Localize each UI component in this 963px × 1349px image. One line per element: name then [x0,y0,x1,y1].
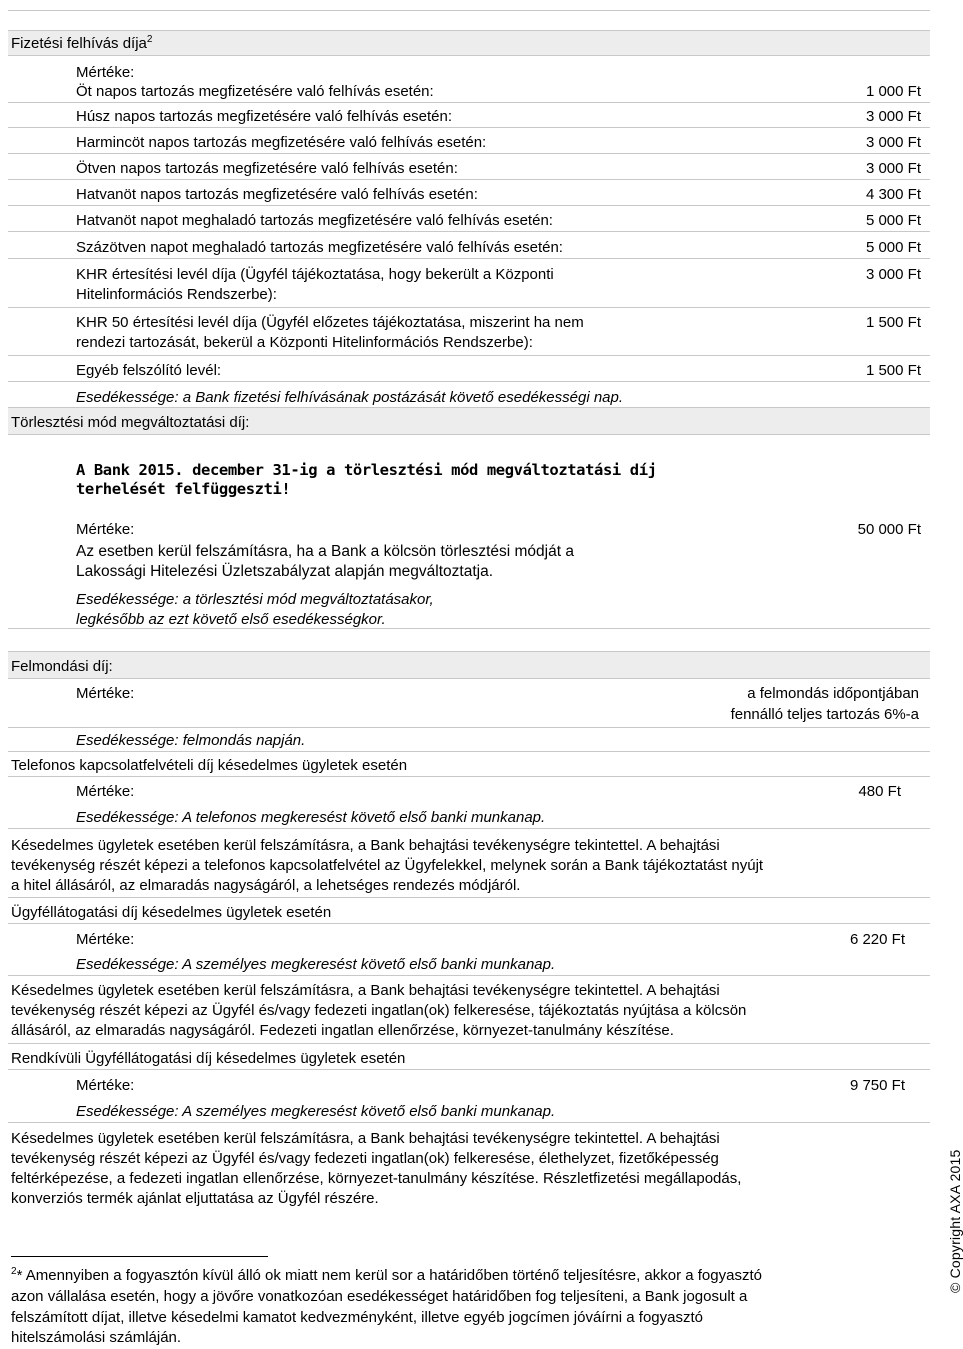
khr-notice-amount: 3 000 Ft [865,266,921,283]
footnote-text: Amennyiben a fogyasztón kívül álló ok miatt nem kerül sor a határidőben történő teljesítésre, akkor a fogyasztó [22,1267,762,1284]
divider [8,1069,930,1070]
due-date-text-cont: legkésőbb az ezt követő első esedékességkor. [76,611,386,628]
due-date-text: Esedékessége: felmondás napján. [76,732,306,749]
visit-fee-amount: 6 220 Ft [849,931,905,948]
divider [8,258,930,259]
phone-fee-desc-line2: tevékenység részét képezi a telefonos kapcsolatfelvétel az Ügyfelekkel, melynek során a Bank tájékoztatást nyújt [11,857,764,874]
section-header-band [8,652,930,678]
divider [8,776,930,777]
khr50-label: KHR 50 értesítési levél díja (Ügyfél előzetes tájékoztatása, miszerint ha nem [76,314,584,331]
due-date-text: Esedékessége: A telefonos megkeresést követő első banki munkanap. [76,809,546,826]
divider [8,828,930,829]
visit-fee-desc-line3: állásáról, az elmaradás nagyságáról. Fedezeti ingatlan ellenőrzése, környezet-tanulmány készítése. [11,1022,674,1039]
divider [8,923,930,924]
extra-visit-fee-desc: Késedelmes ügyletek esetében kerül felszámításra, a Bank behajtási tevékenységre tekintettel. A behajtási [11,1130,720,1147]
divider [8,205,930,206]
copyright-notice: © Copyright AXA 2015 [947,1149,963,1293]
section-title-phone-fee: Telefonos kapcsolatfelvételi díj késedelmes ügyletek esetén [11,757,408,774]
section-title-termination: Felmondási díj: [11,658,113,675]
repayment-change-amount: 50 000 Ft [857,521,921,538]
section-title-repayment-change: Törlesztési mód megváltoztatási díj: [11,414,250,431]
section-title-extra-visit-fee: Rendkívüli Ügyféllátogatási díj késedelmes ügyletek esetén [11,1050,406,1067]
fee-row-amount: 4 300 Ft [865,186,921,203]
divider [8,307,930,308]
repayment-change-desc: Az esetben kerül felszámításra, ha a Bank a kölcsön törlesztési módját a [76,543,574,560]
footnote-rule [11,1256,268,1257]
amount-label: Mértéke: [76,685,135,702]
fee-row-label: Harmincöt napos tartozás megfizetésére való felhívás esetén: [76,134,487,151]
divider [8,897,930,898]
suspension-notice-cont: terhelését felfüggeszti! [76,480,291,498]
fee-row-label: Húsz napos tartozás megfizetésére való felhívás esetén: [76,108,453,125]
amount-label: Mértéke: [76,1077,135,1094]
divider [8,727,930,728]
amount-label: Mértéke: [76,931,135,948]
footnote-line4: hitelszámolási számláján. [11,1329,182,1346]
fee-row-amount: 5 000 Ft [865,212,921,229]
amount-label: Mértéke: [76,64,135,81]
repayment-change-desc-cont: Lakossági Hitelezési Üzletszabályzat alapján megváltoztatja. [76,563,493,580]
fee-row-label: Hatvanöt napot meghaladó tartozás megfizetésére való felhívás esetén: [76,212,553,229]
extra-visit-fee-desc-line2: tevékenység részét képezi az Ügyfél és/vagy fedezeti ingatlan(ok) felkeresése, élethelyzet, fizetőképesség [11,1150,719,1167]
divider [8,10,930,11]
suspension-notice: A Bank 2015. december 31-ig a törlesztési mód megváltoztatási díj [76,461,657,479]
fee-row-amount: 3 000 Ft [865,160,921,177]
footnote-line2: azon vállalása esetén, hogy a jövőre vonatkozóan esedékességet határidőben fog teljesíteni, a Bank jogosult a [11,1288,748,1305]
extra-visit-fee-amount: 9 750 Ft [849,1077,905,1094]
extra-visit-fee-desc-line3: feltérképezése, a fedezeti ingatlan ellenőrzése, környezet-tanulmány készítése. Részletfizetési megállapodás, [11,1170,742,1187]
footnote-mark: 2 [11,1266,17,1277]
termination-amount: a felmondás időpontjában [747,685,919,702]
fee-row-label: Százötven napot meghaladó tartozás megfizetésére való felhívás esetén: [76,239,563,256]
khr50-amount: 1 500 Ft [865,314,921,331]
due-date-text: Esedékessége: a Bank fizetési felhívásának postázását követő esedékességi nap. [76,389,624,406]
footnote-ref: 2 [146,34,153,45]
footnote-line3: felszámított díjat, illetve késedelmi kamatot kedvezményként, illetve egyéb jogcímen jóváírni a fogyasztó [11,1309,703,1326]
khr-notice-label: KHR értesítési levél díja (Ügyfél tájékoztatása, hogy bekerült a Központi [76,266,554,283]
footnote-star: * [16,1267,23,1284]
divider [8,434,930,435]
divider [8,55,930,56]
divider [8,975,930,976]
divider [8,678,930,679]
divider [8,1043,930,1044]
other-letter-label: Egyéb felszólító levél: [76,362,222,379]
divider [8,153,930,154]
title-text: Fizetési felhívás díja [11,35,147,52]
divider [8,1122,930,1123]
visit-fee-desc-line2: tevékenység részét képezi az Ügyfél és/vagy fedezeti ingatlan(ok) felkeresése, tájékoztatás nyújtása a kölcsön [11,1002,747,1019]
fee-row-amount: 3 000 Ft [865,134,921,151]
termination-amount-cont: fennálló teljes tartozás 6%-a [730,706,919,723]
extra-visit-fee-desc-line4: konverziós termék ajánlat eljuttatása az Ügyfél részére. [11,1190,379,1207]
section-title-fee-notice [11,34,152,53]
phone-fee-desc: Késedelmes ügyletek esetében kerül felszámításra, a Bank behajtási tevékenységre tekintettel. A behajtási [11,837,720,854]
divider [8,628,930,629]
divider [8,355,930,356]
divider [8,751,930,752]
amount-label: Mértéke: [76,521,135,538]
visit-fee-desc: Késedelmes ügyletek esetében kerül felszámításra, a Bank behajtási tevékenységre tekintettel. A behajtási [11,982,720,999]
divider [8,127,930,128]
phone-fee-desc-line3: a hitel állásáról, az elmaradás nagyságáról, a lehetséges rendezés módjáról. [11,877,521,894]
due-date-text: Esedékessége: A személyes megkeresést követő első banki munkanap. [76,1103,556,1120]
khr-notice-label-cont: Hitelinformációs Rendszerbe): [76,286,277,303]
divider [8,179,930,180]
fee-row-amount: 3 000 Ft [865,108,921,125]
divider [8,231,930,232]
fee-row-amount: 5 000 Ft [865,239,921,256]
phone-fee-amount: 480 Ft [858,783,901,800]
divider [8,102,930,103]
section-title-visit-fee: Ügyféllátogatási díj késedelmes ügyletek esetén [11,904,332,921]
fee-row-label: Ötven napos tartozás megfizetésére való felhívás esetén: [76,160,458,177]
amount-label: Mértéke: [76,783,135,800]
other-letter-amount: 1 500 Ft [865,362,921,379]
footnote [11,1266,762,1285]
fee-row-label: Hatvanöt napos tartozás megfizetésére való felhívás esetén: [76,186,478,203]
divider [8,381,930,382]
due-date-text: Esedékessége: a törlesztési mód megváltoztatásakor, [76,591,434,608]
fee-row-amount: 1 000 Ft [865,83,921,100]
due-date-text: Esedékessége: A személyes megkeresést követő első banki munkanap. [76,956,556,973]
fee-row-label: Öt napos tartozás megfizetésére való felhívás esetén: [76,83,434,100]
khr50-label-cont: rendezi tartozását, bekerül a Központi Hitelinformációs Rendszerbe): [76,334,533,351]
